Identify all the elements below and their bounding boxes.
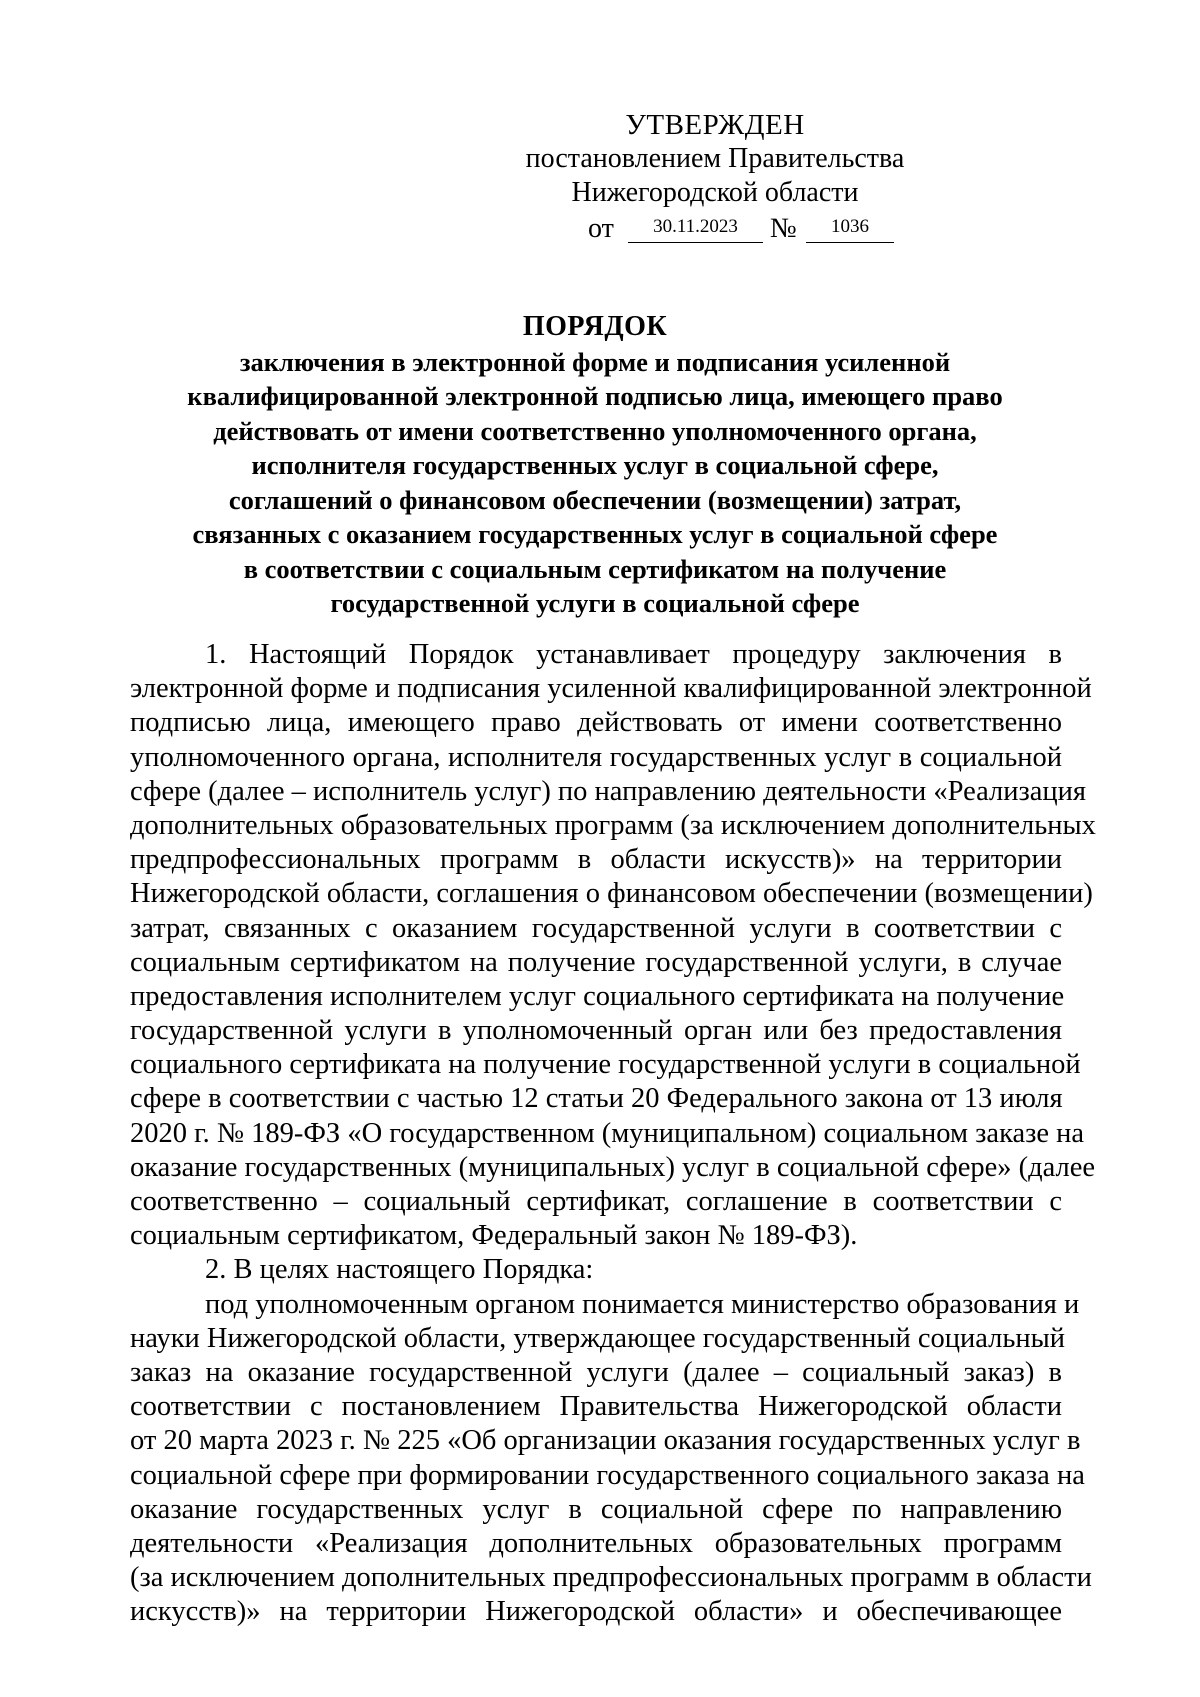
- title-line: заключения в электронной форме и подписания усиленной: [239, 346, 951, 377]
- title-line: исполнителя государственных услуг в социальной сфере,: [251, 450, 939, 480]
- body-line: затрат, связанных с оказанием государственной услуги в соответствии с: [130, 912, 1062, 944]
- body-line: соответственно – социальный сертификат, соглашение в соответствии с: [130, 1186, 1062, 1217]
- body-line: уполномоченного органа, исполнителя государственных услуг в социальной: [130, 741, 1062, 773]
- body-line: государственной услуги в уполномоченный орган или без предоставления: [130, 1015, 1062, 1047]
- body-line: предпрофессиональных программ в области искусств)» на территории: [130, 844, 1062, 876]
- approval-stamp: [500, 108, 930, 248]
- body-line: социальным сертификатом на получение государственной услуги, в случае: [130, 946, 1062, 978]
- body-line: дополнительных образовательных программ (за исключением дополнительных: [130, 809, 1096, 841]
- body-line: 1. Настоящий Порядок устанавливает процедуру заключения в: [205, 639, 1062, 670]
- approval-date: 30.11.2023: [628, 212, 763, 243]
- body-line: электронной форме и подписания усиленной квалифицированной электронной: [130, 673, 1092, 705]
- title-line: квалифицированной электронной подписью лица, имеющего право: [187, 381, 1003, 411]
- body-line: деятельности «Реализация дополнительных образовательных программ: [130, 1527, 1062, 1559]
- title-line: действовать от имени соответственно уполномоченного органа,: [213, 415, 977, 446]
- body-line: оказание государственных (муниципальных) услуг в социальной сфере» (далее: [130, 1151, 1096, 1183]
- number-prefix: №: [770, 213, 797, 244]
- body-line: (за исключением дополнительных предпрофессиональных программ в области: [130, 1562, 1092, 1594]
- body-line: социальной сфере при формировании государственного социального заказа на: [130, 1459, 1085, 1491]
- body-line: сфере (далее – исполнитель услуг) по направлению деятельности «Реализация: [130, 775, 1087, 807]
- approval-number: 1036: [806, 212, 894, 243]
- title-line: соглашений о финансовом обеспечении (возмещении) затрат,: [228, 484, 962, 515]
- body-line: 2020 г. № 189-ФЗ «О государственном (муниципальном) социальном заказе на: [130, 1117, 1085, 1149]
- body-line: подписью лица, имеющего право действовать от имени соответственно: [130, 707, 1062, 739]
- body-line: оказание государственных услуг в социальной сфере по направлению: [130, 1493, 1062, 1525]
- body-line: социальным сертификатом, Федеральный закон № 189-ФЗ).: [130, 1220, 858, 1252]
- body-line: под уполномоченным органом понимается министерство образования и: [205, 1288, 1080, 1320]
- body-line: науки Нижегородской области, утверждающее государственный социальный: [130, 1322, 1066, 1354]
- body-line: социального сертификата на получение государственной услуги в социальной: [130, 1049, 1081, 1081]
- approved-label: УТВЕРЖДЕН: [625, 109, 805, 141]
- title-heading: ПОРЯДОК: [522, 311, 668, 342]
- body-line: искусств)» на территории Нижегородской области» и обеспечивающее: [130, 1596, 1062, 1628]
- body-line: от 20 марта 2023 г. № 225 «Об организации оказания государственных услуг в: [130, 1425, 1081, 1457]
- body-line: 2. В целях настоящего Порядка:: [205, 1254, 594, 1286]
- body-line: заказ на оказание государственной услуги (далее – социальный заказ) в: [130, 1356, 1062, 1388]
- body-line: Нижегородской области, соглашения о финансовом обеспечении (возмещении): [130, 878, 1093, 910]
- document-body: [130, 638, 1096, 1629]
- body-line: сфере в соответствии с частью 12 статьи 20 Федерального закона от 13 июля: [130, 1083, 1063, 1115]
- document-title: [130, 310, 1060, 621]
- title-line: государственной услуги в социальной сфере: [330, 588, 860, 618]
- title-line: связанных с оказанием государственных услуг в социальной сфере: [192, 519, 998, 549]
- body-line: предоставления исполнителем услуг социального сертификата на получение: [130, 980, 1065, 1012]
- title-line: в соответствии с социальным сертификатом на получение: [243, 553, 947, 584]
- body-line: соответствии с постановлением Правительства Нижегородской области: [130, 1391, 1062, 1423]
- date-prefix: от: [588, 213, 614, 244]
- approval-line-1: постановлением Правительства: [525, 143, 905, 174]
- date-number-line: [500, 212, 930, 248]
- approval-line-2: Нижегородской области: [571, 177, 859, 208]
